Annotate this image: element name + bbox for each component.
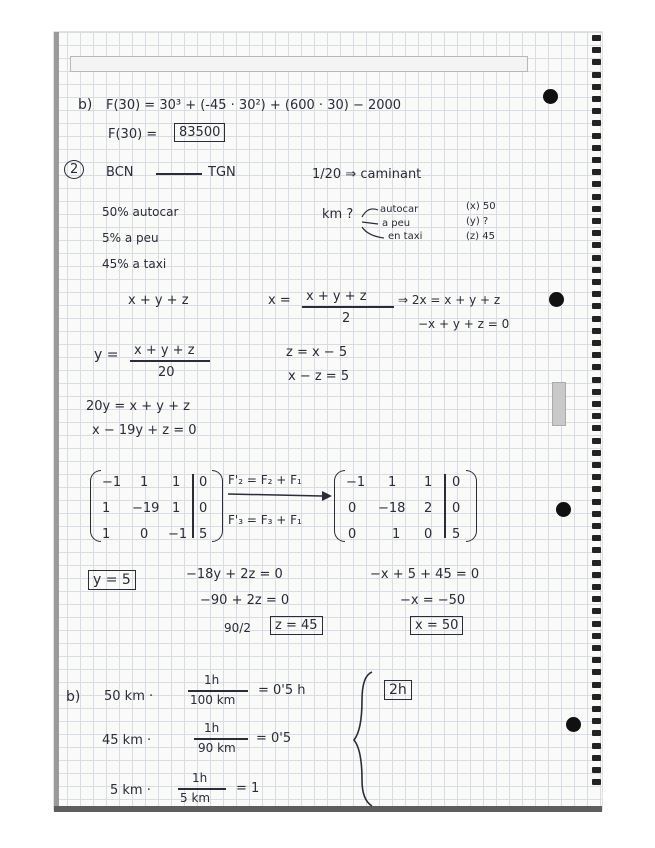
matrix-a-cell: 1 [102, 501, 111, 516]
row-operation-1: F'₂ = F₂ + F₁ [228, 473, 302, 487]
matrix-b-cell: 0 [452, 501, 461, 516]
x-answer: x = 50 [410, 616, 463, 635]
km-row-2-value: 45 km · [102, 733, 152, 748]
matrix-a-cell: 1 [102, 527, 111, 542]
x-equation-step2: −x + y + z = 0 [418, 317, 510, 331]
option-branch [362, 227, 384, 238]
matrix-a-cell: 1 [172, 475, 181, 490]
system-line-3: 90/2 [224, 621, 251, 635]
km-label: km ? [322, 207, 354, 222]
matrix-a-cell: 0 [199, 475, 208, 490]
matrix-b-cell: 0 [424, 527, 433, 542]
matrix-a-cell: −1 [168, 527, 188, 542]
system-line-2: −90 + 2z = 0 [200, 593, 290, 608]
option-walk: a peu [382, 218, 411, 229]
percent-walk: 5% a peu [102, 231, 159, 245]
matrix-b-cell: 2 [424, 501, 433, 516]
equation-linear: x − 19y + z = 0 [92, 423, 197, 438]
x-equation-lhs: x = [268, 293, 291, 308]
matrix-b-cell: −1 [346, 475, 366, 490]
km-row-1-denominator: 100 km [190, 693, 236, 707]
x-solve-line-2: −x = −50 [400, 593, 466, 608]
option-taxi: en taxi [388, 231, 423, 242]
x-minus-z-equation: x − z = 5 [288, 369, 350, 384]
matrix-b-cell: 0 [348, 527, 357, 542]
x-fraction-numerator: x + y + z [306, 289, 367, 304]
percent-taxi: 45% a taxi [102, 257, 167, 271]
fraction-walking: 1/20 ⇒ caminant [312, 167, 422, 182]
total-expression: x + y + z [128, 293, 189, 308]
y-equation-lhs: y = [94, 347, 119, 363]
x-fraction-denominator: 2 [342, 311, 351, 326]
matrix-a-cell: 5 [199, 527, 208, 542]
matrix-b-cell: 5 [452, 527, 461, 542]
option-branch [362, 222, 378, 224]
km-row-3-denominator: 5 km [180, 791, 211, 805]
y-fraction-denominator: 20 [158, 365, 175, 380]
matrix-b-cell: −18 [378, 501, 406, 516]
matrix-a-cell: 0 [140, 527, 149, 542]
y-answer: y = 5 [88, 570, 136, 590]
total-time-answer: 2h [384, 680, 412, 700]
x-solve-line-1: −x + 5 + 45 = 0 [370, 567, 480, 582]
arrow-head [322, 491, 332, 501]
part-b-label: b) [78, 97, 93, 113]
variable-y: (y) ? [466, 216, 489, 227]
variable-x: (x) 50 [466, 201, 496, 212]
matrix-a-cell: 1 [140, 475, 149, 490]
z-answer: z = 45 [270, 616, 323, 635]
problem-number: 2 [64, 160, 84, 179]
km-row-3-result: = 1 [236, 781, 260, 796]
part-b2-label: b) [66, 689, 81, 705]
route-to: TGN [208, 165, 236, 180]
system-line-1: −18y + 2z = 0 [186, 567, 283, 582]
matrix-b-cell: 1 [392, 527, 401, 542]
matrix-b-cell: 1 [424, 475, 433, 490]
matrix-a-cell: 0 [199, 501, 208, 516]
right-brace [354, 672, 372, 806]
route-from: BCN [106, 165, 134, 180]
equation-20y: 20y = x + y + z [86, 399, 190, 414]
f30-result-prefix: F(30) = [108, 127, 158, 142]
matrix-a-cell: −19 [132, 501, 160, 516]
f30-equation: F(30) = 30³ + (-45 · 30²) + (600 · 30) − 2000 [106, 98, 402, 113]
matrix-b-cell: 0 [348, 501, 357, 516]
km-row-3-numerator: 1h [192, 771, 208, 785]
percent-bus: 50% autocar [102, 205, 179, 219]
y-fraction-numerator: x + y + z [134, 343, 195, 358]
option-branch [362, 209, 378, 217]
f30-result-answer: 83500 [174, 123, 225, 142]
km-row-3-value: 5 km · [110, 783, 151, 798]
km-row-2-result: = 0'5 [256, 731, 292, 746]
option-bus: autocar [380, 204, 419, 215]
x-equation-step1: ⇒ 2x = x + y + z [398, 293, 501, 307]
row-operation-2: F'₃ = F₃ + F₁ [228, 513, 302, 527]
variable-z: (z) 45 [466, 231, 495, 242]
z-equation: z = x − 5 [286, 345, 348, 360]
matrix-b-cell: 0 [452, 475, 461, 490]
km-row-1-numerator: 1h [204, 673, 220, 687]
matrix-b-cell: 1 [388, 475, 397, 490]
km-row-2-numerator: 1h [204, 721, 220, 735]
km-row-2-denominator: 90 km [198, 741, 236, 755]
km-row-1-result: = 0'5 h [258, 683, 306, 698]
km-row-1-value: 50 km · [104, 689, 154, 704]
matrix-a-cell: −1 [102, 475, 122, 490]
matrix-a-cell: 1 [172, 501, 181, 516]
row-operation-arrow [228, 494, 322, 496]
